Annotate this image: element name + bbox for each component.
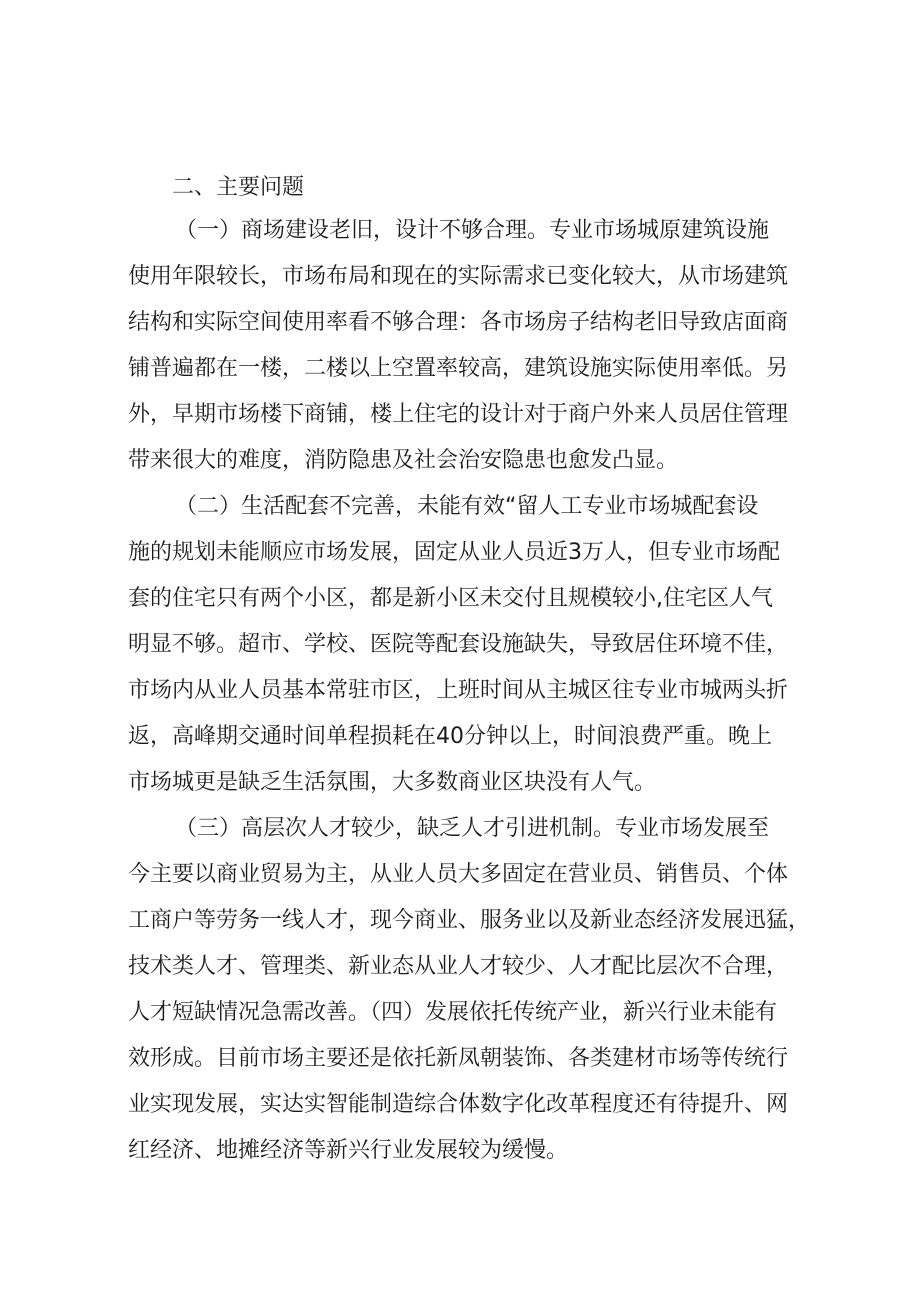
paragraph-1-line-4: 铺普遍都在一楼，二楼以上空置率较高，建筑设施实际使用率低。另: [128, 356, 789, 381]
paragraph-2-line-3: 套的住宅只有两个小区，都是新小区未交付且规模较小,住宅区人气: [128, 586, 773, 611]
paragraph-3-line-5: 人才短缺情况急需改善。（四）发展依托传统产业，新兴行业未能有: [128, 1000, 778, 1025]
paragraph-1-line-6: 带来很大的难度，消防隐患及社会治安隐患也愈发凸显。: [128, 448, 679, 473]
paragraph-2-line-6: 返，高峰期交通时间单程损耗在40分钟以上，时间浪费严重。晚上: [128, 724, 772, 749]
paragraph-3-line-1: （三）高层次人才较少，缺乏人才引进机制。专业市场发展至: [175, 816, 770, 841]
paragraph-2-line-2: 施的规划未能顺应市场发展，固定从业人员近3万人，但专业市场配: [128, 540, 780, 565]
paragraph-1-line-2: 使用年限较长，市场布局和现在的实际需求已变化较大，从市场建筑: [128, 264, 789, 289]
paragraph-2-line-5: 市场内从业人员基本常驻市区，上班时间从主城区往专业市城两头折: [128, 678, 789, 703]
paragraph-3-line-4: 技术类人才、管理类、新业态从业人才较少、人才配比层次不合理，: [128, 954, 789, 979]
paragraph-1-line-3: 结构和实际空间使用率看不够合理：各市场房子结构老旧导致店面商: [128, 310, 789, 335]
paragraph-2-line-7: 市场城更是缺乏生活氛围，大多数商业区块没有人气。: [128, 770, 657, 795]
section-heading: 二、主要问题: [172, 175, 305, 200]
paragraph-2-line-1: （二）生活配套不完善，未能有效“留人工专业市场城配套设: [175, 494, 759, 519]
paragraph-2-line-4: 明显不够。超市、学校、医院等配套设施缺失，导致居住环境不佳，: [128, 632, 789, 657]
paragraph-3-line-8: 红经济、地摊经济等新兴行业发展较为缓慢。: [128, 1138, 569, 1163]
paragraph-3-line-2: 今主要以商业贸易为主，从业人员大多固定在营业员、销售员、个体: [128, 862, 789, 887]
paragraph-1-line-5: 外，早期市场楼下商铺，楼上住宅的设计对于商户外来人员居住管理: [128, 402, 789, 427]
paragraph-3-line-7: 业实现发展，实达实智能制造综合体数字化改革程度还有待提升、网: [128, 1092, 789, 1117]
paragraph-3-line-6: 效形成。目前市场主要还是依托新凤朝装饰、各类建材市场等传统行: [128, 1046, 789, 1071]
paragraph-1-line-1: （一）商场建设老旧，设计不够合理。专业市场城原建筑设施: [175, 218, 770, 243]
paragraph-3-line-3: 工商户等劳务一线人才，现今商业、服务业以及新业态经济发展迅猛，: [128, 908, 811, 933]
